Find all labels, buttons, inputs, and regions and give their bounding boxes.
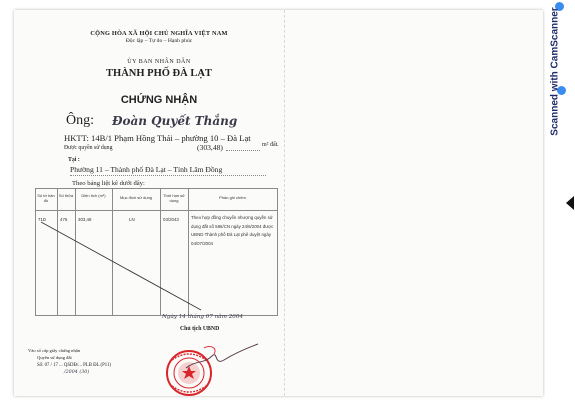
cell-area: 303,48 <box>78 217 92 222</box>
signature <box>184 338 264 378</box>
header-term: Thời hạn sử dụng <box>163 193 185 203</box>
list-intro: Theo bảng liệt kê dưới đây: <box>72 180 145 187</box>
at-label: Tại : <box>68 157 80 163</box>
area-value: (303,48) <box>197 143 223 152</box>
cell-purpose: LN <box>129 217 135 222</box>
cell-sheet: 71D <box>38 217 47 222</box>
land-table <box>35 188 278 316</box>
certificate-title: CHỨNG NHẬN <box>120 94 198 106</box>
cell-note: Theo hợp đồng chuyển nhượng quyền sử dụng đất số 586/CN ngày 24/6/2004 được UBND Thành phố Đà Lạt phê duyệt ngày 04/07/2004 <box>191 215 274 246</box>
area-unit: m² đất. <box>262 142 279 148</box>
header-parcel: Số thửa <box>58 193 74 198</box>
chair-title: Chủ tịch UBND <box>180 326 220 332</box>
strike-line <box>35 188 278 316</box>
cell-parcel: 475 <box>60 217 68 222</box>
page-fold <box>284 10 286 396</box>
header-purpose: Mục đích sử dụng <box>119 195 153 200</box>
registry-line-2: Quyền sử dụng đất <box>37 355 72 360</box>
header-note: Phần ghi chêm <box>219 195 246 200</box>
camscanner-watermark <box>539 8 569 138</box>
country-name: CỘNG HÒA XÃ HỘI CHỦ NGHĨA VIỆT NAM <box>90 30 228 37</box>
committee-name: ỦY BAN NHÂN DÂN <box>127 59 191 65</box>
watermark-text: Scanned with CamScanner <box>549 7 561 136</box>
salutation: Ông: <box>66 113 94 128</box>
owner-name: Đoàn Quyết Thắng <box>112 114 238 128</box>
city-name: THÀNH PHỐ ĐÀ LẠT <box>106 68 212 79</box>
location: Phường 11 – Thành phố Đà Lạt – Tỉnh Lâm Đồng <box>70 165 223 174</box>
right-label: Được quyền sử dụng <box>64 145 113 151</box>
hktt-address: HKTT: 14B/1 Phạm Hồng Thái – phường 10 – Đà Lạt <box>64 133 251 143</box>
pager-arrow-icon[interactable] <box>566 196 574 210</box>
cell-term: 03/2043 <box>163 217 179 222</box>
registry-line-4: /2004 (30) <box>64 370 90 375</box>
certificate-page <box>14 10 543 396</box>
dotted-line <box>226 150 260 151</box>
header-sheet: Số tờ bản đồ <box>37 193 55 203</box>
motto: Độc lập – Tự do – Hạnh phúc <box>125 38 193 44</box>
dotted-line <box>70 175 266 176</box>
signing-date: Ngày 14 tháng 07 năm 2004 <box>162 314 243 320</box>
registry-line-1: Vào sổ cấp giấy chứng nhận <box>28 348 81 353</box>
header-area: Diện tích (m²) <box>81 193 106 198</box>
registry-line-3: Số: 07 / 17 ... QSDĐ/... PLB ĐL (P11) <box>37 363 112 368</box>
